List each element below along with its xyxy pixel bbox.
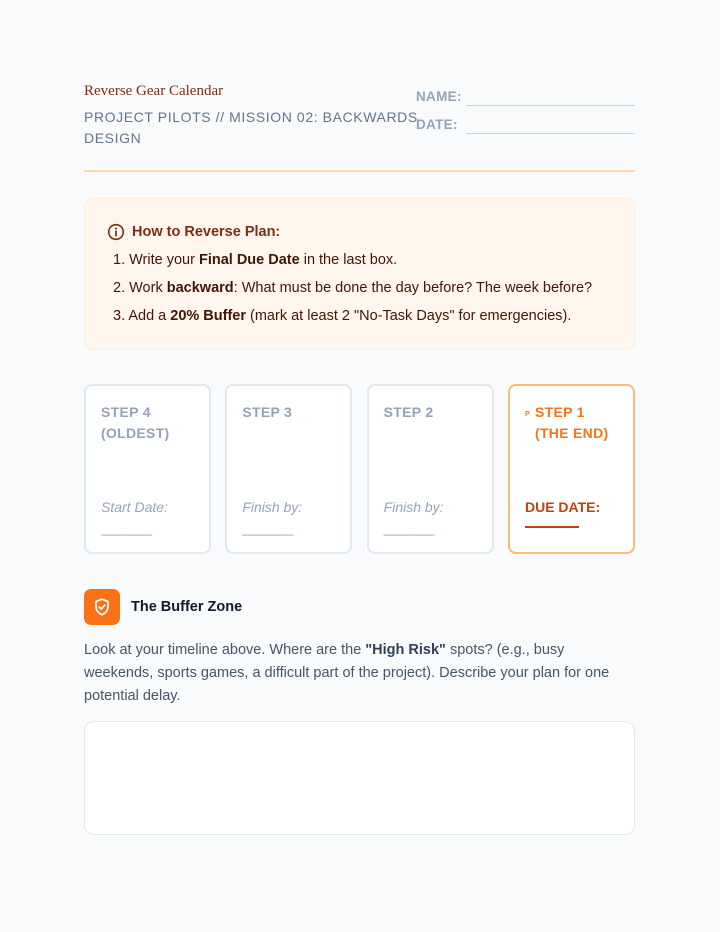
- timeline-steps: [84, 384, 635, 554]
- buffer-zone-title: The Buffer Zone: [131, 599, 243, 615]
- step-title: STEP 3: [242, 404, 293, 420]
- due-date-label: DUE DATE:: [524, 499, 601, 515]
- name-line[interactable]: [466, 105, 635, 106]
- due-date-blank[interactable]: [525, 526, 579, 528]
- instructions-title: How to Reverse Plan:: [132, 224, 281, 240]
- info-icon: [107, 223, 125, 241]
- step-footer: [101, 498, 168, 536]
- instructions-panel: [84, 198, 635, 350]
- instruction-item: 2. Work backward: What must be done the day before? The week before?: [113, 280, 593, 296]
- instruction-item: 3. Add a 20% Buffer (mark at least 2 "No-Task Days" for emergencies).: [113, 308, 572, 324]
- step-date-label: Finish by:: [383, 499, 444, 515]
- header: [84, 82, 635, 172]
- step-footer: [242, 498, 302, 536]
- date-field[interactable]: [416, 114, 635, 134]
- name-field[interactable]: [416, 86, 635, 106]
- step-date-label: Finish by:: [242, 499, 303, 515]
- step-card-3[interactable]: [225, 384, 352, 554]
- step-title: [525, 402, 619, 444]
- mission-subtitle: PROJECT PILOTS // MISSION 02: BACKWARDS DESIGN: [84, 109, 418, 146]
- step-title: STEP 2: [383, 404, 434, 420]
- date-line[interactable]: [466, 133, 635, 134]
- step-card-2[interactable]: [367, 384, 494, 554]
- step-date-blank[interactable]: ________: [242, 521, 293, 536]
- step-date-label: Start Date:: [101, 499, 168, 515]
- buffer-zone-header: [84, 589, 242, 625]
- shield-check-icon: [84, 589, 120, 625]
- step-title-text: STEP 1 (THE END): [534, 404, 609, 441]
- step-date-blank[interactable]: ________: [383, 521, 434, 536]
- flag-icon: P: [524, 411, 530, 418]
- step-footer: [384, 498, 444, 536]
- answer-text-area[interactable]: [84, 721, 635, 835]
- date-label: DATE:: [416, 117, 458, 132]
- step-title: STEP 4 (OLDEST): [101, 404, 170, 441]
- brand-title: Reverse Gear Calendar: [84, 83, 224, 99]
- instruction-item: 1. Write your Final Due Date in the last box.: [113, 252, 398, 268]
- name-label: NAME:: [416, 89, 462, 104]
- step-card-1-final[interactable]: [508, 384, 635, 554]
- step-card-4[interactable]: [84, 384, 211, 554]
- instructions-list: [107, 251, 612, 326]
- instructions-title-row: [107, 222, 612, 242]
- step-date-blank[interactable]: ________: [101, 521, 151, 536]
- buffer-zone-prompt: Look at your timeline above. Where are the "High Risk" spots? (e.g., busy weekends, sports games, a difficult part of the project). Describe your plan for one potential delay.: [84, 642, 610, 704]
- student-fields: [416, 86, 635, 142]
- step-footer: [525, 498, 600, 528]
